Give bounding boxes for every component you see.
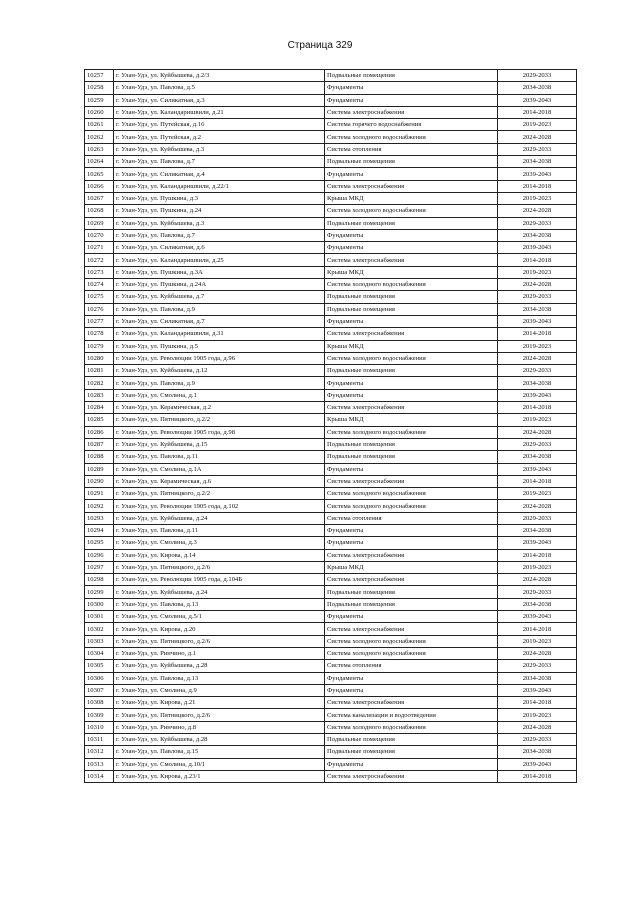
planned-period: 2029-2033 xyxy=(498,291,577,303)
planned-period: 2034-2038 xyxy=(498,672,577,684)
work-type: Подвальные помещения xyxy=(325,734,498,746)
row-number: 10289 xyxy=(85,463,114,475)
work-type: Крыша МКД xyxy=(325,414,498,426)
table-row xyxy=(85,328,577,340)
table-row xyxy=(85,660,577,672)
planned-period: 2039-2043 xyxy=(498,242,577,254)
work-type: Фундаменты xyxy=(325,537,498,549)
planned-period: 2024-2028 xyxy=(498,205,577,217)
row-number: 10288 xyxy=(85,451,114,463)
row-number: 10265 xyxy=(85,168,114,180)
row-number: 10285 xyxy=(85,414,114,426)
planned-period: 2014-2018 xyxy=(498,254,577,266)
table-row xyxy=(85,709,577,721)
work-type: Подвальные помещения xyxy=(325,451,498,463)
building-address: г. Улан-Удэ, ул. Каландаришвили, д.31 xyxy=(114,328,325,340)
work-type: Система электроснабжения xyxy=(325,402,498,414)
planned-period: 2029-2033 xyxy=(498,438,577,450)
row-number: 10306 xyxy=(85,672,114,684)
planned-period: 2014-2018 xyxy=(498,549,577,561)
building-address: г. Улан-Удэ, ул. Куйбышева, д.2/3 xyxy=(114,70,325,82)
table-row xyxy=(85,537,577,549)
work-type: Подвальные помещения xyxy=(325,217,498,229)
planned-period: 2014-2018 xyxy=(498,697,577,709)
row-number: 10301 xyxy=(85,611,114,623)
building-address: г. Улан-Удэ, ул. Павлова, д.13 xyxy=(114,598,325,610)
building-address: г. Улан-Удэ, ул. Пушкина, д.5 xyxy=(114,340,325,352)
building-address: г. Улан-Удэ, ул. Смолина, д.10/1 xyxy=(114,758,325,770)
work-type: Система холодного водоснабжения xyxy=(325,647,498,659)
building-address: г. Улан-Удэ, ул. Павлова, д.11 xyxy=(114,451,325,463)
table-row xyxy=(85,426,577,438)
row-number: 10283 xyxy=(85,389,114,401)
work-type: Подвальные помещения xyxy=(325,365,498,377)
work-type: Система отопления xyxy=(325,143,498,155)
planned-period: 2024-2028 xyxy=(498,352,577,364)
building-address: г. Улан-Удэ, ул. Путейская, д.2 xyxy=(114,131,325,143)
table-row xyxy=(85,524,577,536)
row-number: 10266 xyxy=(85,180,114,192)
table-row xyxy=(85,697,577,709)
work-type: Система отопления xyxy=(325,660,498,672)
planned-period: 2019-2023 xyxy=(498,561,577,573)
planned-period: 2014-2018 xyxy=(498,402,577,414)
building-address: г. Улан-Удэ, ул. Пятницкого, д.2/6 xyxy=(114,635,325,647)
row-number: 10264 xyxy=(85,156,114,168)
table-row xyxy=(85,82,577,94)
planned-period: 2024-2028 xyxy=(498,131,577,143)
row-number: 10294 xyxy=(85,524,114,536)
row-number: 10307 xyxy=(85,684,114,696)
work-type: Система электроснабжения xyxy=(325,106,498,118)
table-row xyxy=(85,156,577,168)
work-type: Система электроснабжения xyxy=(325,770,498,782)
building-address: г. Улан-Удэ, ул. Путейская, д.16 xyxy=(114,119,325,131)
row-number: 10312 xyxy=(85,746,114,758)
building-address: г. Улан-Удэ, ул. Пятницкого, д.2/2 xyxy=(114,414,325,426)
building-address: г. Улан-Удэ, ул. Революции 1905 года, д.98 xyxy=(114,426,325,438)
table-row xyxy=(85,770,577,782)
building-address: г. Улан-Удэ, ул. Павлова, д.9 xyxy=(114,377,325,389)
work-type: Фундаменты xyxy=(325,463,498,475)
work-type: Система холодного водоснабжения xyxy=(325,488,498,500)
work-type: Система отопления xyxy=(325,512,498,524)
building-address: г. Улан-Удэ, ул. Куйбышева, д.12 xyxy=(114,365,325,377)
building-address: г. Улан-Удэ, ул. Куйбышева, д.3 xyxy=(114,143,325,155)
work-type: Крыша МКД xyxy=(325,192,498,204)
planned-period: 2024-2028 xyxy=(498,574,577,586)
row-number: 10269 xyxy=(85,217,114,229)
planned-period: 2019-2023 xyxy=(498,192,577,204)
planned-period: 2024-2028 xyxy=(498,721,577,733)
table-row xyxy=(85,205,577,217)
row-number: 10275 xyxy=(85,291,114,303)
row-number: 10299 xyxy=(85,586,114,598)
table-row xyxy=(85,611,577,623)
work-type: Фундаменты xyxy=(325,242,498,254)
building-address: г. Улан-Удэ, ул. Кирова, д.23/1 xyxy=(114,770,325,782)
work-type: Подвальные помещения xyxy=(325,156,498,168)
row-number: 10259 xyxy=(85,94,114,106)
planned-period: 2039-2043 xyxy=(498,168,577,180)
work-type: Подвальные помещения xyxy=(325,70,498,82)
row-number: 10286 xyxy=(85,426,114,438)
work-type: Крыша МКД xyxy=(325,340,498,352)
building-address: г. Улан-Удэ, ул. Павлова, д.7 xyxy=(114,156,325,168)
planned-period: 2029-2033 xyxy=(498,512,577,524)
building-address: г. Улан-Удэ, ул. Кирова, д.21 xyxy=(114,697,325,709)
building-address: г. Улан-Удэ, ул. Пятницкого, д.2/2 xyxy=(114,488,325,500)
table-row xyxy=(85,561,577,573)
work-type: Система электроснабжения xyxy=(325,254,498,266)
row-number: 10258 xyxy=(85,82,114,94)
table-row xyxy=(85,254,577,266)
table-row xyxy=(85,574,577,586)
table-row xyxy=(85,180,577,192)
table-row xyxy=(85,143,577,155)
table-row xyxy=(85,279,577,291)
planned-period: 2019-2023 xyxy=(498,414,577,426)
building-address: г. Улан-Удэ, ул. Силикатная, д.6 xyxy=(114,242,325,254)
table-row xyxy=(85,315,577,327)
row-number: 10267 xyxy=(85,192,114,204)
row-number: 10291 xyxy=(85,488,114,500)
building-address: г. Улан-Удэ, ул. Силикатная, д.4 xyxy=(114,168,325,180)
row-number: 10293 xyxy=(85,512,114,524)
row-number: 10270 xyxy=(85,229,114,241)
building-address: г. Улан-Удэ, ул. Куйбышева, д.28 xyxy=(114,660,325,672)
building-address: г. Улан-Удэ, ул. Куйбышева, д.24 xyxy=(114,512,325,524)
building-address: г. Улан-Удэ, ул. Силикатная, д.3 xyxy=(114,94,325,106)
row-number: 10260 xyxy=(85,106,114,118)
row-number: 10292 xyxy=(85,500,114,512)
row-number: 10298 xyxy=(85,574,114,586)
table-row xyxy=(85,463,577,475)
work-type: Система электроснабжения xyxy=(325,549,498,561)
row-number: 10287 xyxy=(85,438,114,450)
planned-period: 2029-2033 xyxy=(498,143,577,155)
row-number: 10262 xyxy=(85,131,114,143)
planned-period: 2039-2043 xyxy=(498,463,577,475)
work-type: Подвальные помещения xyxy=(325,303,498,315)
work-type: Фундаменты xyxy=(325,315,498,327)
table-row xyxy=(85,229,577,241)
building-address: г. Улан-Удэ, ул. Павлова, д.9 xyxy=(114,303,325,315)
work-type: Система холодного водоснабжения xyxy=(325,500,498,512)
planned-period: 2014-2018 xyxy=(498,180,577,192)
work-type: Фундаменты xyxy=(325,524,498,536)
planned-period: 2034-2038 xyxy=(498,229,577,241)
work-type: Система холодного водоснабжения xyxy=(325,352,498,364)
table-row xyxy=(85,721,577,733)
planned-period: 2019-2023 xyxy=(498,488,577,500)
table-row xyxy=(85,734,577,746)
building-address: г. Улан-Удэ, ул. Павлова, д.13 xyxy=(114,672,325,684)
building-address: г. Улан-Удэ, ул. Куйбышева, д.7 xyxy=(114,291,325,303)
table-row xyxy=(85,168,577,180)
planned-period: 2034-2038 xyxy=(498,303,577,315)
building-address: г. Улан-Удэ, ул. Кирова, д.14 xyxy=(114,549,325,561)
planned-period: 2019-2023 xyxy=(498,340,577,352)
repair-schedule-table xyxy=(84,69,577,783)
work-type: Система холодного водоснабжения xyxy=(325,279,498,291)
planned-period: 2024-2028 xyxy=(498,279,577,291)
building-address: г. Улан-Удэ, ул. Силикатная, д.7 xyxy=(114,315,325,327)
work-type: Система электроснабжения xyxy=(325,697,498,709)
table-row xyxy=(85,647,577,659)
planned-period: 2019-2023 xyxy=(498,266,577,278)
planned-period: 2029-2033 xyxy=(498,217,577,229)
table-row xyxy=(85,402,577,414)
row-number: 10308 xyxy=(85,697,114,709)
row-number: 10278 xyxy=(85,328,114,340)
work-type: Фундаменты xyxy=(325,94,498,106)
table-row xyxy=(85,586,577,598)
row-number: 10271 xyxy=(85,242,114,254)
building-address: г. Улан-Удэ, ул. Смолина, д.3 xyxy=(114,537,325,549)
row-number: 10297 xyxy=(85,561,114,573)
row-number: 10257 xyxy=(85,70,114,82)
work-type: Система холодного водоснабжения xyxy=(325,635,498,647)
row-number: 10304 xyxy=(85,647,114,659)
planned-period: 2039-2043 xyxy=(498,537,577,549)
row-number: 10280 xyxy=(85,352,114,364)
row-number: 10277 xyxy=(85,315,114,327)
building-address: г. Улан-Удэ, ул. Каландаришвили, д.22/1 xyxy=(114,180,325,192)
work-type: Система электроснабжения xyxy=(325,475,498,487)
work-type: Система электроснабжения xyxy=(325,180,498,192)
building-address: г. Улан-Удэ, ул. Революции 1905 года, д.102 xyxy=(114,500,325,512)
work-type: Система электроснабжения xyxy=(325,574,498,586)
building-address: г. Улан-Удэ, ул. Павлова, д.11 xyxy=(114,524,325,536)
table-row xyxy=(85,291,577,303)
planned-period: 2019-2023 xyxy=(498,709,577,721)
planned-period: 2014-2018 xyxy=(498,106,577,118)
building-address: г. Улан-Удэ, ул. Куйбышева, д.15 xyxy=(114,438,325,450)
building-address: г. Улан-Удэ, ул. Каландаришвили, д.21 xyxy=(114,106,325,118)
row-number: 10309 xyxy=(85,709,114,721)
building-address: г. Улан-Удэ, ул. Смолина, д.1 xyxy=(114,389,325,401)
building-address: г. Улан-Удэ, ул. Смолина, д.1А xyxy=(114,463,325,475)
row-number: 10295 xyxy=(85,537,114,549)
planned-period: 2034-2038 xyxy=(498,451,577,463)
row-number: 10268 xyxy=(85,205,114,217)
planned-period: 2014-2018 xyxy=(498,623,577,635)
table-row xyxy=(85,598,577,610)
planned-period: 2039-2043 xyxy=(498,315,577,327)
work-type: Система холодного водоснабжения xyxy=(325,205,498,217)
planned-period: 2034-2038 xyxy=(498,156,577,168)
planned-period: 2014-2018 xyxy=(498,475,577,487)
row-number: 10274 xyxy=(85,279,114,291)
building-address: г. Улан-Удэ, ул. Пушкина, д.24А xyxy=(114,279,325,291)
building-address: г. Улан-Удэ, ул. Кирова, д.20 xyxy=(114,623,325,635)
planned-period: 2034-2038 xyxy=(498,82,577,94)
row-number: 10282 xyxy=(85,377,114,389)
row-number: 10314 xyxy=(85,770,114,782)
row-number: 10311 xyxy=(85,734,114,746)
table-row xyxy=(85,192,577,204)
row-number: 10261 xyxy=(85,119,114,131)
table-row xyxy=(85,106,577,118)
table-row xyxy=(85,217,577,229)
building-address: г. Улан-Удэ, ул. Революции 1905 года, д.104Б xyxy=(114,574,325,586)
building-address: г. Улан-Удэ, ул. Керамическая, д.6 xyxy=(114,475,325,487)
planned-period: 2034-2038 xyxy=(498,524,577,536)
building-address: г. Улан-Удэ, ул. Куйбышева, д.3 xyxy=(114,217,325,229)
table-row xyxy=(85,451,577,463)
planned-period: 2024-2028 xyxy=(498,500,577,512)
building-address: г. Улан-Удэ, ул. Ринчино, д.1 xyxy=(114,647,325,659)
planned-period: 2019-2023 xyxy=(498,635,577,647)
work-type: Подвальные помещения xyxy=(325,598,498,610)
table-row xyxy=(85,119,577,131)
building-address: г. Улан-Удэ, ул. Павлова, д.5 xyxy=(114,82,325,94)
work-type: Система холодного водоснабжения xyxy=(325,721,498,733)
page-number-header: Страница 329 xyxy=(287,40,353,51)
work-type: Система холодного водоснабжения xyxy=(325,131,498,143)
row-number: 10302 xyxy=(85,623,114,635)
table-row xyxy=(85,758,577,770)
building-address: г. Улан-Удэ, ул. Пушкина, д.3 xyxy=(114,192,325,204)
building-address: г. Улан-Удэ, ул. Каландаришвили, д.25 xyxy=(114,254,325,266)
planned-period: 2039-2043 xyxy=(498,758,577,770)
planned-period: 2029-2033 xyxy=(498,734,577,746)
table-row xyxy=(85,475,577,487)
building-address: г. Улан-Удэ, ул. Керамическая, д.2 xyxy=(114,402,325,414)
work-type: Фундаменты xyxy=(325,758,498,770)
table-row xyxy=(85,340,577,352)
building-address: г. Улан-Удэ, ул. Куйбышева, д.28 xyxy=(114,734,325,746)
building-address: г. Улан-Удэ, ул. Смолина, д.5/1 xyxy=(114,611,325,623)
planned-period: 2024-2028 xyxy=(498,647,577,659)
building-address: г. Улан-Удэ, ул. Пятницкого, д.2/6 xyxy=(114,561,325,573)
work-type: Крыша МКД xyxy=(325,266,498,278)
table-row xyxy=(85,500,577,512)
work-type: Подвальные помещения xyxy=(325,586,498,598)
table-row xyxy=(85,623,577,635)
table-row xyxy=(85,266,577,278)
row-number: 10272 xyxy=(85,254,114,266)
table-row xyxy=(85,488,577,500)
table-row xyxy=(85,352,577,364)
building-address: г. Улан-Удэ, ул. Ринчино, д.8 xyxy=(114,721,325,733)
work-type: Фундаменты xyxy=(325,611,498,623)
row-number: 10281 xyxy=(85,365,114,377)
row-number: 10305 xyxy=(85,660,114,672)
building-address: г. Улан-Удэ, ул. Пятницкого, д.2/6 xyxy=(114,709,325,721)
work-type: Система холодного водоснабжения xyxy=(325,426,498,438)
work-type: Фундаменты xyxy=(325,684,498,696)
table-row xyxy=(85,303,577,315)
planned-period: 2014-2018 xyxy=(498,770,577,782)
row-number: 10284 xyxy=(85,402,114,414)
table-row xyxy=(85,684,577,696)
work-type: Система электроснабжения xyxy=(325,623,498,635)
building-address: г. Улан-Удэ, ул. Революции 1905 года, д.96 xyxy=(114,352,325,364)
work-type: Фундаменты xyxy=(325,389,498,401)
table-row xyxy=(85,672,577,684)
row-number: 10263 xyxy=(85,143,114,155)
planned-period: 2029-2033 xyxy=(498,70,577,82)
planned-period: 2039-2043 xyxy=(498,611,577,623)
work-type: Подвальные помещения xyxy=(325,746,498,758)
row-number: 10276 xyxy=(85,303,114,315)
planned-period: 2029-2033 xyxy=(498,586,577,598)
planned-period: 2039-2043 xyxy=(498,94,577,106)
table-row xyxy=(85,94,577,106)
work-type: Подвальные помещения xyxy=(325,438,498,450)
table-row xyxy=(85,635,577,647)
work-type: Система горячего водоснабжения xyxy=(325,119,498,131)
table-row xyxy=(85,365,577,377)
row-number: 10310 xyxy=(85,721,114,733)
planned-period: 2034-2038 xyxy=(498,746,577,758)
planned-period: 2029-2033 xyxy=(498,660,577,672)
table-row xyxy=(85,438,577,450)
table-row xyxy=(85,70,577,82)
row-number: 10313 xyxy=(85,758,114,770)
planned-period: 2039-2043 xyxy=(498,684,577,696)
building-address: г. Улан-Удэ, ул. Павлова, д.7 xyxy=(114,229,325,241)
table-row xyxy=(85,746,577,758)
work-type: Фундаменты xyxy=(325,672,498,684)
row-number: 10296 xyxy=(85,549,114,561)
building-address: г. Улан-Удэ, ул. Пушкина, д.3А xyxy=(114,266,325,278)
work-type: Фундаменты xyxy=(325,377,498,389)
table-row xyxy=(85,389,577,401)
row-number: 10303 xyxy=(85,635,114,647)
table-row xyxy=(85,414,577,426)
work-type: Крыша МКД xyxy=(325,561,498,573)
table-row xyxy=(85,549,577,561)
table-row xyxy=(85,242,577,254)
work-type: Система канализации и водоотведения xyxy=(325,709,498,721)
planned-period: 2029-2033 xyxy=(498,365,577,377)
building-address: г. Улан-Удэ, ул. Пушкина, д.24 xyxy=(114,205,325,217)
row-number: 10290 xyxy=(85,475,114,487)
work-type: Подвальные помещения xyxy=(325,291,498,303)
building-address: г. Улан-Удэ, ул. Куйбышева, д.24 xyxy=(114,586,325,598)
planned-period: 2034-2038 xyxy=(498,377,577,389)
row-number: 10279 xyxy=(85,340,114,352)
planned-period: 2039-2043 xyxy=(498,389,577,401)
table-row xyxy=(85,377,577,389)
planned-period: 2014-2018 xyxy=(498,328,577,340)
row-number: 10273 xyxy=(85,266,114,278)
building-address: г. Улан-Удэ, ул. Смолина, д.9 xyxy=(114,684,325,696)
planned-period: 2034-2038 xyxy=(498,598,577,610)
building-address: г. Улан-Удэ, ул. Павлова, д.15 xyxy=(114,746,325,758)
table-row xyxy=(85,512,577,524)
table-row xyxy=(85,131,577,143)
planned-period: 2019-2023 xyxy=(498,119,577,131)
work-type: Фундаменты xyxy=(325,168,498,180)
work-type: Система электроснабжения xyxy=(325,328,498,340)
row-number: 10300 xyxy=(85,598,114,610)
planned-period: 2024-2028 xyxy=(498,426,577,438)
work-type: Фундаменты xyxy=(325,229,498,241)
work-type: Фундаменты xyxy=(325,82,498,94)
